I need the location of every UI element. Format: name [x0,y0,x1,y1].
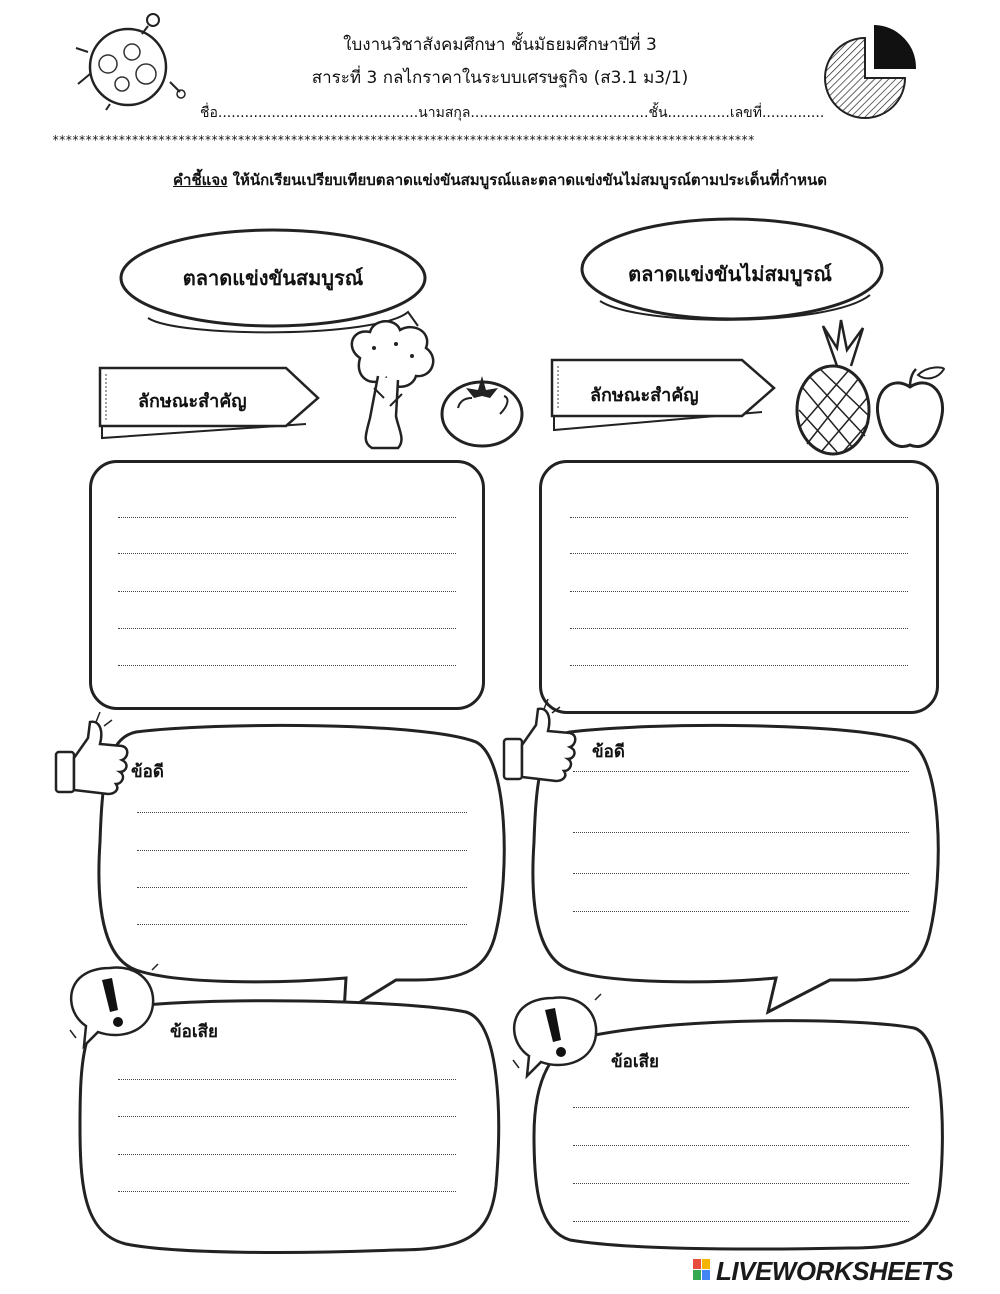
left-characteristic-label: ลักษณะสำคัญ [138,391,247,412]
exclamation-icon [62,960,162,1050]
worksheet-subtitle: สาระที่ 3 กลไกราคาในระบบเศรษฐกิจ (ส3.1 ม3/1) [311,68,689,88]
thumbs-up-icon [500,705,580,785]
answer-line[interactable] [118,553,456,554]
exclamation-icon [505,990,605,1080]
answer-line[interactable] [118,1116,456,1117]
instruction-text: ให้นักเรียนเปรียบเทียบตลาดแข่งขันสมบูรณ์และตลาดแข่งขันไม่สมบูรณ์ตามประเด็นที่กำหนด [227,171,827,189]
left-advantages-label: ข้อดี [131,762,164,782]
answer-line[interactable] [573,1221,909,1222]
left-characteristic-box[interactable] [89,460,485,710]
answer-line[interactable] [570,591,908,592]
virus-icon [70,12,190,112]
answer-line[interactable] [573,832,909,833]
pie-chart-icon [820,20,920,120]
answer-line[interactable] [570,665,908,666]
answer-line[interactable] [573,771,909,772]
answer-line[interactable] [573,1183,909,1184]
broccoli-icon [340,318,445,453]
answer-line[interactable] [573,911,909,912]
answer-line[interactable] [118,591,456,592]
right-advantages-label: ข้อดี [592,742,625,762]
instruction [0,168,1000,192]
separator-line: ********************************************************************************************************** [52,133,755,147]
right-disadvantages-label: ข้อเสีย [611,1052,659,1072]
answer-line[interactable] [118,665,456,666]
answer-line[interactable] [137,924,467,925]
answer-line[interactable] [118,1191,456,1192]
tomato-icon [438,368,526,450]
answer-line[interactable] [573,1107,909,1108]
answer-line[interactable] [570,553,908,554]
answer-line[interactable] [570,628,908,629]
left-disadvantages-label: ข้อเสีย [170,1022,218,1042]
answer-line[interactable] [137,850,467,851]
right-characteristic-box[interactable] [539,460,939,714]
instruction-label: คำชี้แจง [173,171,228,189]
answer-line[interactable] [137,887,467,888]
answer-line[interactable] [573,873,909,874]
liveworksheets-logo[interactable]: LIVEWORKSHEETS [716,1256,954,1286]
answer-line[interactable] [570,517,908,518]
answer-line[interactable] [573,1145,909,1146]
answer-line[interactable] [118,1079,456,1080]
pineapple-icon [793,318,883,456]
answer-line[interactable] [137,812,467,813]
answer-line[interactable] [118,1154,456,1155]
answer-line[interactable] [118,517,456,518]
right-heading: ตลาดแข่งขันไม่สมบูรณ์ [628,262,832,286]
student-info-line: ชื่อ.............................................นามสกุล........................................ชั้น..............เลขที่.............. [200,105,825,121]
worksheet-title: ใบงานวิชาสังคมศึกษา ชั้นมัธยมศึกษาปีที่ 3 [343,35,657,55]
right-advantages-bubble[interactable] [530,722,950,1012]
apple-icon [872,365,950,453]
thumbs-up-icon [52,718,132,798]
answer-line[interactable] [118,628,456,629]
left-heading: ตลาดแข่งขันสมบูรณ์ [182,266,364,290]
liveworksheets-logo-icon [693,1259,711,1281]
right-characteristic-label: ลักษณะสำคัญ [590,385,699,406]
